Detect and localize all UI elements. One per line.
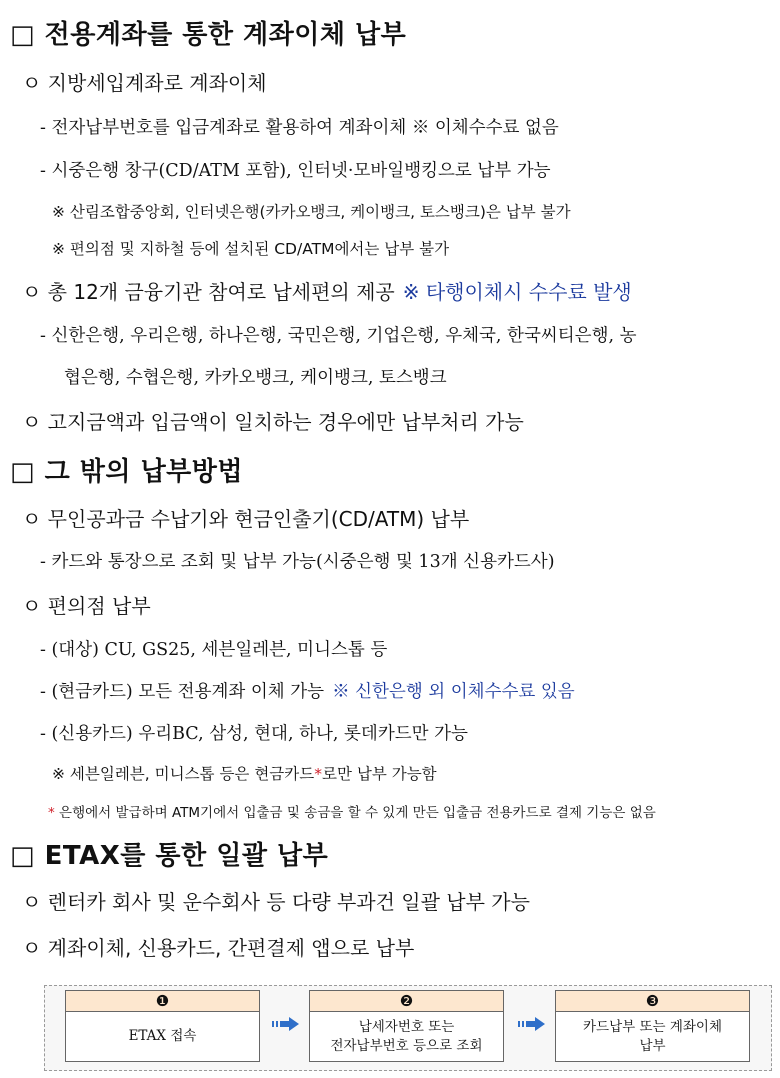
detail-cash-card: [40, 678, 575, 703]
bullet-amount-match: ㅇ 고지금액과 입금액이 일치하는 경우에만 납부처리 가능: [22, 410, 524, 434]
step-number: ❶: [65, 990, 260, 1012]
note-unavailable-banks: ※ 산림조합중앙회, 인터넷은행(카카오뱅크, 케이뱅크, 토스뱅크)은 납부 불가: [52, 203, 571, 221]
detail-target-stores: - (대상) CU, GS25, 세븐일레븐, 미니스톱 등: [40, 640, 388, 660]
step-number: ❸: [555, 990, 750, 1012]
bullet-bulk-payment: ㅇ 렌터카 회사 및 운수회사 등 다량 부과건 일괄 납부 가능: [22, 890, 530, 914]
fee-note: ※ 타행이체시 수수료 발생: [402, 280, 632, 304]
detail-bank-list-line1: - 신한은행, 우리은행, 하나은행, 국민은행, 기업은행, 우체국, 한국씨티은행, 농: [40, 326, 637, 346]
bullet-kiosk-atm: ㅇ 무인공과금 수납기와 현금인출기(CD/ATM) 납부: [22, 507, 470, 531]
note-unavailable-atm: ※ 편의점 및 지하철 등에 설치된 CD/ATM에서는 납부 불가: [52, 240, 450, 258]
step-text: 카드납부 또는 계좌이체 납부: [555, 1012, 750, 1062]
note-cash-card-only-pre: ※ 세븐일레븐, 미니스톱 등은 현금카드: [52, 765, 315, 783]
right-arrow-icon: [518, 1016, 546, 1032]
step-text: ETAX 접속: [65, 1012, 260, 1062]
step-number: ❷: [309, 990, 504, 1012]
section-heading-account-transfer: □ 전용계좌를 통한 계좌이체 납부: [10, 20, 407, 50]
note-cash-card-only: [52, 762, 437, 784]
bullet-12-institutions-text: ㅇ 총 12개 금융기관 참여로 납세편의 제공: [22, 280, 395, 304]
detail-bank-window-online: - 시중은행 창구(CD/ATM 포함), 인터넷·모바일뱅킹으로 납부 가능: [40, 161, 551, 181]
detail-cash-card-text: - (현금카드) 모든 전용계좌 이체 가능: [40, 682, 325, 702]
detail-electronic-payment-number: - 전자납부번호를 입금계좌로 활용하여 계좌이체 ※ 이체수수료 없음: [40, 118, 559, 138]
footnote-marker: *: [314, 765, 322, 783]
detail-bank-list-line2: 협은행, 수협은행, 카카오뱅크, 케이뱅크, 토스뱅크: [64, 368, 447, 388]
detail-credit-card: - (신용카드) 우리BC, 삼성, 현대, 하나, 롯데카드만 가능: [40, 724, 468, 744]
right-arrow-icon: [272, 1016, 300, 1032]
footnote-text: 은행에서 발급하며 ATM기에서 입출금 및 송금을 할 수 있게 만든 입출금 전용카드로 결제 기능은 없음: [59, 805, 656, 821]
cash-card-fee-note: ※ 신한은행 외 이체수수료 있음: [332, 682, 575, 702]
step-text: 납세자번호 또는 전자납부번호 등으로 조회: [309, 1012, 504, 1062]
flow-step-2: [309, 990, 504, 1062]
bullet-payment-apps: ㅇ 계좌이체, 신용카드, 간편결제 앱으로 납부: [22, 936, 415, 960]
flow-step-1: [65, 990, 260, 1062]
note-cash-card-only-post: 로만 납부 가능함: [321, 765, 437, 783]
bullet-12-institutions: [22, 276, 632, 305]
footnote-star: *: [48, 805, 55, 821]
bullet-convenience-store: ㅇ 편의점 납부: [22, 594, 151, 618]
bullet-tax-account-transfer: ㅇ 지방세입계좌로 계좌이체: [22, 71, 267, 95]
flow-step-3: [555, 990, 750, 1062]
etax-process-flow: [44, 985, 772, 1071]
section-heading-other-methods: □ 그 밖의 납부방법: [10, 457, 244, 487]
footnote: [48, 801, 656, 821]
detail-card-passbook: - 카드와 통장으로 조회 및 납부 가능(시중은행 및 13개 신용카드사): [40, 552, 555, 572]
section-heading-etax: □ ETAX를 통한 일괄 납부: [10, 841, 329, 871]
